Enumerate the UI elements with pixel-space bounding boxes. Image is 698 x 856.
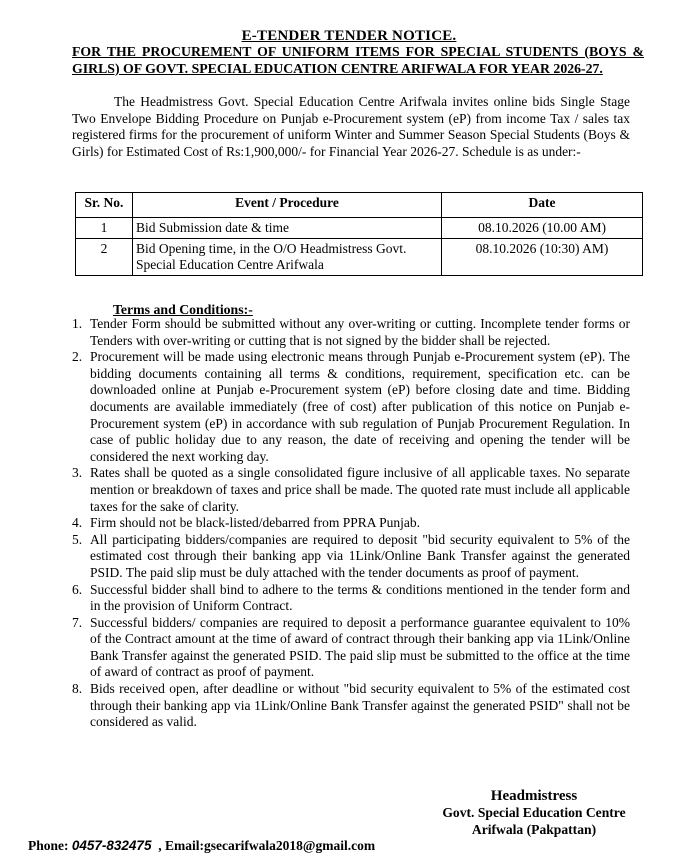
- item-text: Procurement will be made using electronic means through Punjab e-Procurement system (eP). The bidding documents containing all terms & conditions, requirement, specification etc. can be downloaded online at Punjab e-Procurement system (eP) before closing date and time. Bidding documents are available immediately (free of cost) after publication of this notice on Punjab e-Procurement system (eP) in accordance with sub regulation of Punjab Procurement Regulation. In case of public holiday due to any reason, the date of receiving and opening the tender will be considered the next working day.: [90, 349, 630, 464]
- list-item: [72, 316, 630, 349]
- row-date: 08.10.2026 (10.00 AM): [442, 218, 643, 239]
- signatory-role: Headmistress: [490, 788, 578, 804]
- item-text: Successful bidders/ companies are required to deposit a performance guarantee equivalent to 10% of the Contract amount at the time of award of contract through their banking app via 1Link/Online Bank Transfer against the generated PSID. The paid slip must be submitted to the office at the time of award of contract as proof of payment.: [90, 614, 630, 680]
- table-row: [76, 218, 643, 239]
- item-text: All participating bidders/companies are required to deposit "bid security equivalent to 5% of the estimated cost through their banking app via 1Link/Online Bank Transfer against the generated PSID. The paid slip must be duly attached with the tender documents as proof of payment.: [90, 531, 630, 580]
- terms-list: [72, 316, 630, 731]
- phone-number: 0457-832475: [71, 838, 152, 853]
- item-text: Firm should not be black-listed/debarred from PPRA Punjab.: [90, 515, 420, 531]
- row-event: Bid Submission date & time: [133, 218, 442, 239]
- email-label: Email:: [164, 838, 204, 853]
- header-sr-no: Sr. No.: [76, 193, 133, 218]
- notice-title: E-TENDER TENDER NOTICE.: [241, 28, 457, 44]
- item-number: 4.: [72, 515, 83, 531]
- item-number: 3.: [72, 465, 83, 481]
- item-text: Successful bidder shall bind to adhere to the terms & conditions mentioned in the tender form and in the provision of Uniform Contract.: [90, 581, 630, 614]
- item-text: Rates shall be quoted as a single consolidated figure inclusive of all applicable taxes. No separate mention or breakdown of taxes and price shall be made. The quoted rate must include all applicable taxes for the sake of clarity.: [90, 465, 630, 514]
- signatory-location: Arifwala (Pakpattan): [471, 821, 597, 837]
- contact-footer: [28, 838, 375, 854]
- row-event: Bid Opening time, in the O/O Headmistress Govt. Special Education Centre Arifwala: [133, 239, 442, 276]
- item-number: 5.: [72, 531, 83, 547]
- list-item: [72, 582, 630, 615]
- item-number: 7.: [72, 614, 83, 630]
- terms-heading: Terms and Conditions:-: [113, 302, 253, 317]
- list-item: [72, 681, 630, 731]
- table-row: [76, 239, 643, 276]
- list-item: [72, 349, 630, 465]
- row-sr: 1: [76, 218, 133, 239]
- signatory-office: Govt. Special Education Centre: [442, 804, 626, 820]
- footer-separator: ,: [151, 838, 165, 853]
- row-sr: 2: [76, 239, 133, 276]
- schedule-header-row: [76, 193, 643, 218]
- item-text: Bids received open, after deadline or without "bid security equivalent to 5% of the estimated cost through their banking app via 1Link/Online Bank Transfer against the generated PSID" shall not be considered as valid.: [90, 681, 630, 730]
- schedule-table: [75, 192, 643, 276]
- notice-subtitle: FOR THE PROCUREMENT OF UNIFORM ITEMS FOR SPECIAL STUDENTS (BOYS & GIRLS) OF GOVT. SPECIAL EDUCATION CENTRE ARIFWALA FOR YEAR 2026-27.: [72, 44, 644, 76]
- item-number: 8.: [72, 681, 83, 697]
- row-date: 08.10.2026 (10:30) AM): [442, 239, 643, 276]
- signature-block: [434, 788, 634, 838]
- header-event: Event / Procedure: [133, 193, 442, 218]
- header-date: Date: [442, 193, 643, 218]
- item-number: 2.: [72, 349, 83, 365]
- item-number: 1.: [72, 316, 83, 331]
- email-address: gsecarifwala2018@gmail.com: [203, 838, 376, 853]
- phone-label: Phone:: [28, 838, 72, 853]
- list-item: [72, 615, 630, 681]
- item-text: Tender Form should be submitted without any over-writing or cutting. Incomplete tender forms or Tenders with over-writing or cutting that is not signed by the bidder shall be rejected.: [90, 316, 630, 348]
- list-item: [72, 532, 630, 582]
- list-item: [72, 465, 630, 515]
- item-number: 6.: [72, 581, 83, 597]
- intro-paragraph: The Headmistress Govt. Special Education Centre Arifwala invites online bids Single Stage Two Envelope Bidding Procedure on Punjab e-Procurement system (eP) from income Tax / sales tax registered firms for the procurement of uniform Winter and Summer Season Special Students (Boys & Girls) for Estimated Cost of Rs:1,900,000/- for Financial Year 2026-27. Schedule is as under:-: [72, 94, 630, 159]
- list-item: [72, 515, 630, 532]
